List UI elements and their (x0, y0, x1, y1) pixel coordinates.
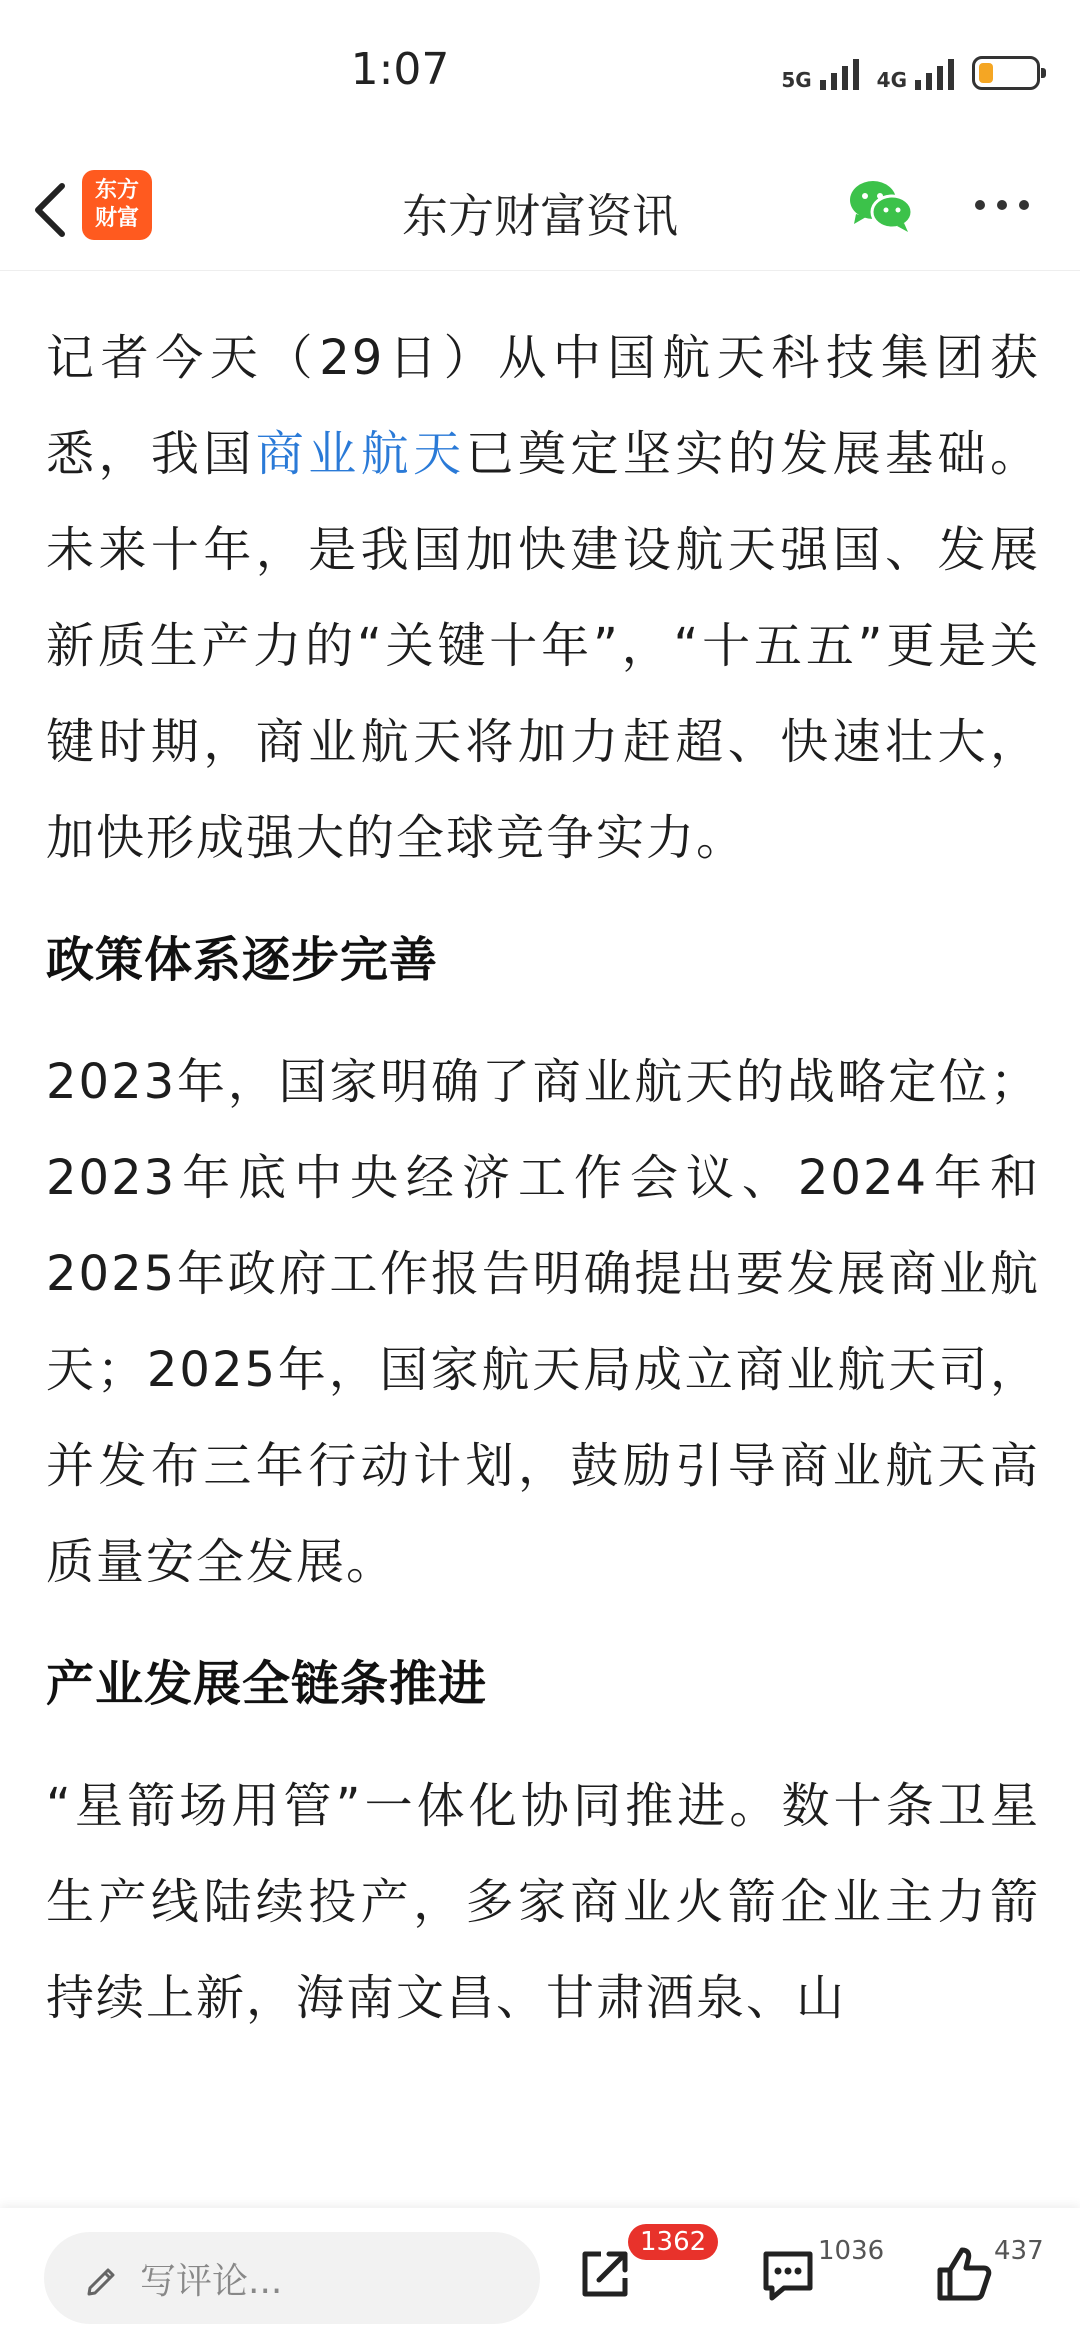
battery-icon (972, 56, 1040, 90)
keyword-link[interactable]: 商业航天 (255, 426, 466, 482)
comment-icon[interactable] (758, 2244, 818, 2304)
battery-level (979, 63, 993, 83)
status-bar (0, 0, 1080, 150)
app-logo[interactable]: 东方 财富 (82, 170, 152, 240)
signal-5g-icon: 5G (781, 56, 858, 90)
status-time: 1:07 (350, 44, 450, 95)
bottom-action-bar (0, 2208, 1080, 2340)
like-thumbs-up-icon[interactable] (934, 2244, 994, 2304)
comment-input[interactable] (44, 2232, 540, 2324)
status-icons (781, 56, 1040, 90)
page-title: 东方财富资讯 (402, 189, 678, 243)
comment-placeholder: 写评论... (140, 2260, 283, 2302)
comment-count: 1036 (818, 2236, 885, 2266)
share-count-badge: 1362 (628, 2224, 718, 2260)
signal-4g-icon: 4G (877, 56, 954, 90)
share-icon[interactable] (575, 2244, 635, 2304)
pencil-icon (82, 2258, 122, 2298)
article-paragraph: 记者今天（29日）从中国航天科技集团获悉，我国商业航天已奠定坚实的发展基础。未来十年，是我国加快建设航天强国、发展新质生产力的“关键十年”，“十五五”更是关键时期，商业航天将加力赶超、快速壮大，加快形成强大的全球竞争实力。 (46, 330, 1040, 866)
section-heading: 产业发展全链条推进 (46, 1656, 488, 1712)
like-count: 437 (994, 2236, 1044, 2266)
article-body (46, 270, 1040, 2208)
article-paragraph: “星箭场用管”一体化协同推进。数十条卫星生产线陆续投产，多家商业火箭企业主力箭持续上新，海南文昌、甘肃酒泉、山 (46, 1778, 1040, 2026)
article-paragraph: 2023年，国家明确了商业航天的战略定位；2023年底中央经济工作会议、2024年和2025年政府工作报告明确提出要发展商业航天；2025年，国家航天局成立商业航天司，并发布三年行动计划，鼓励引导商业航天高质量安全发展。 (46, 1054, 1040, 1590)
section-heading: 政策体系逐步完善 (46, 932, 439, 988)
app-header (0, 150, 1080, 271)
wechat-share-icon[interactable] (848, 178, 914, 234)
more-options-icon[interactable] (974, 195, 1030, 215)
